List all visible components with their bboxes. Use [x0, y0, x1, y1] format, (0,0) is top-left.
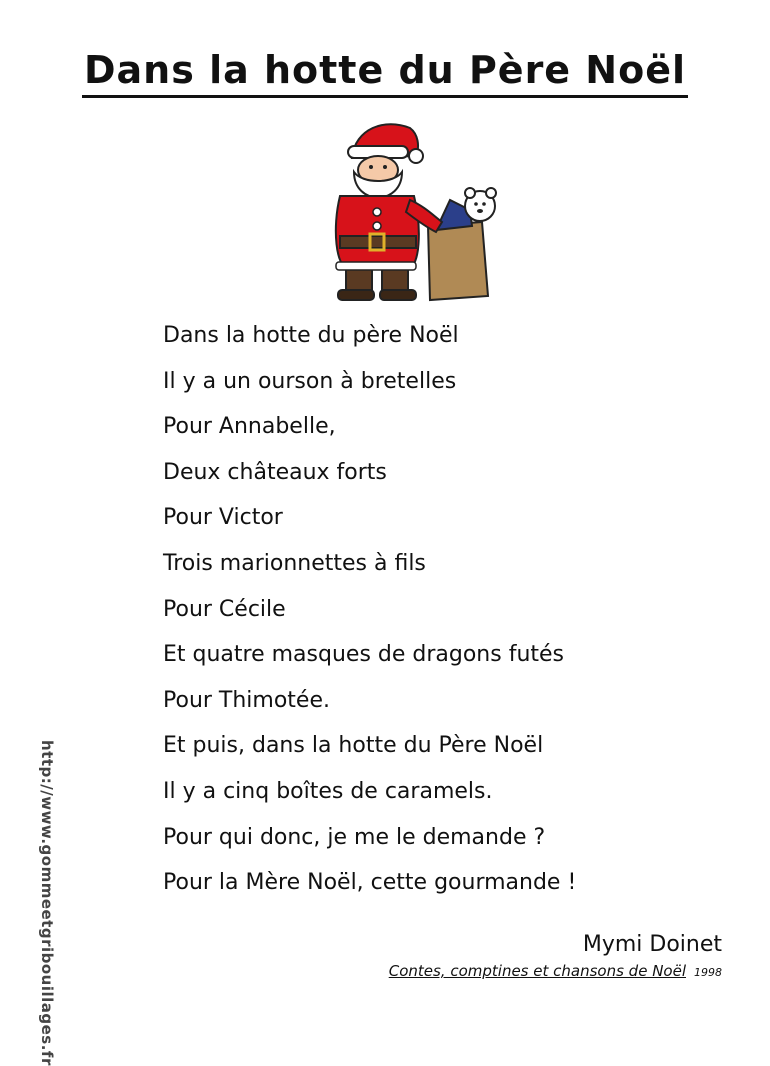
santa-claus-with-sack-icon	[310, 118, 510, 308]
poem-line: Pour Annabelle,	[163, 414, 336, 440]
poem-line: Deux châteaux forts	[163, 459, 387, 485]
poem-line: Et puis, dans la hotte du Père Noël	[163, 733, 544, 759]
poem-line: Pour qui donc, je me le demande ?	[163, 824, 546, 850]
source-book-title: Contes, comptines et chansons de Noël	[388, 962, 686, 980]
page-title	[0, 48, 770, 98]
poem-line: Pour Thimotée.	[163, 687, 330, 713]
poem-line: Il y a cinq boîtes de caramels.	[163, 778, 493, 804]
santa-illustration-svg	[310, 118, 510, 308]
source-year: 1998	[694, 966, 722, 979]
poem-line: Pour la Mère Noël, cette gourmande !	[163, 870, 577, 896]
poem-line: Pour Cécile	[163, 596, 286, 622]
source-citation	[389, 962, 722, 980]
poem-line: Il y a un ourson à bretelles	[163, 368, 457, 394]
poem-line: Trois marionnettes à fils	[163, 550, 426, 576]
poem	[163, 318, 576, 911]
page-title-text: Dans la hotte du Père Noël	[82, 51, 688, 98]
website-url: http://www.gommeetgribouillages.fr	[38, 740, 56, 1066]
poem-line: Et quatre masques de dragons futés	[163, 642, 565, 668]
poem-line: Pour Victor	[163, 505, 283, 531]
poem-line: Dans la hotte du père Noël	[163, 323, 459, 348]
author-name: Mymi Doinet	[582, 932, 722, 957]
